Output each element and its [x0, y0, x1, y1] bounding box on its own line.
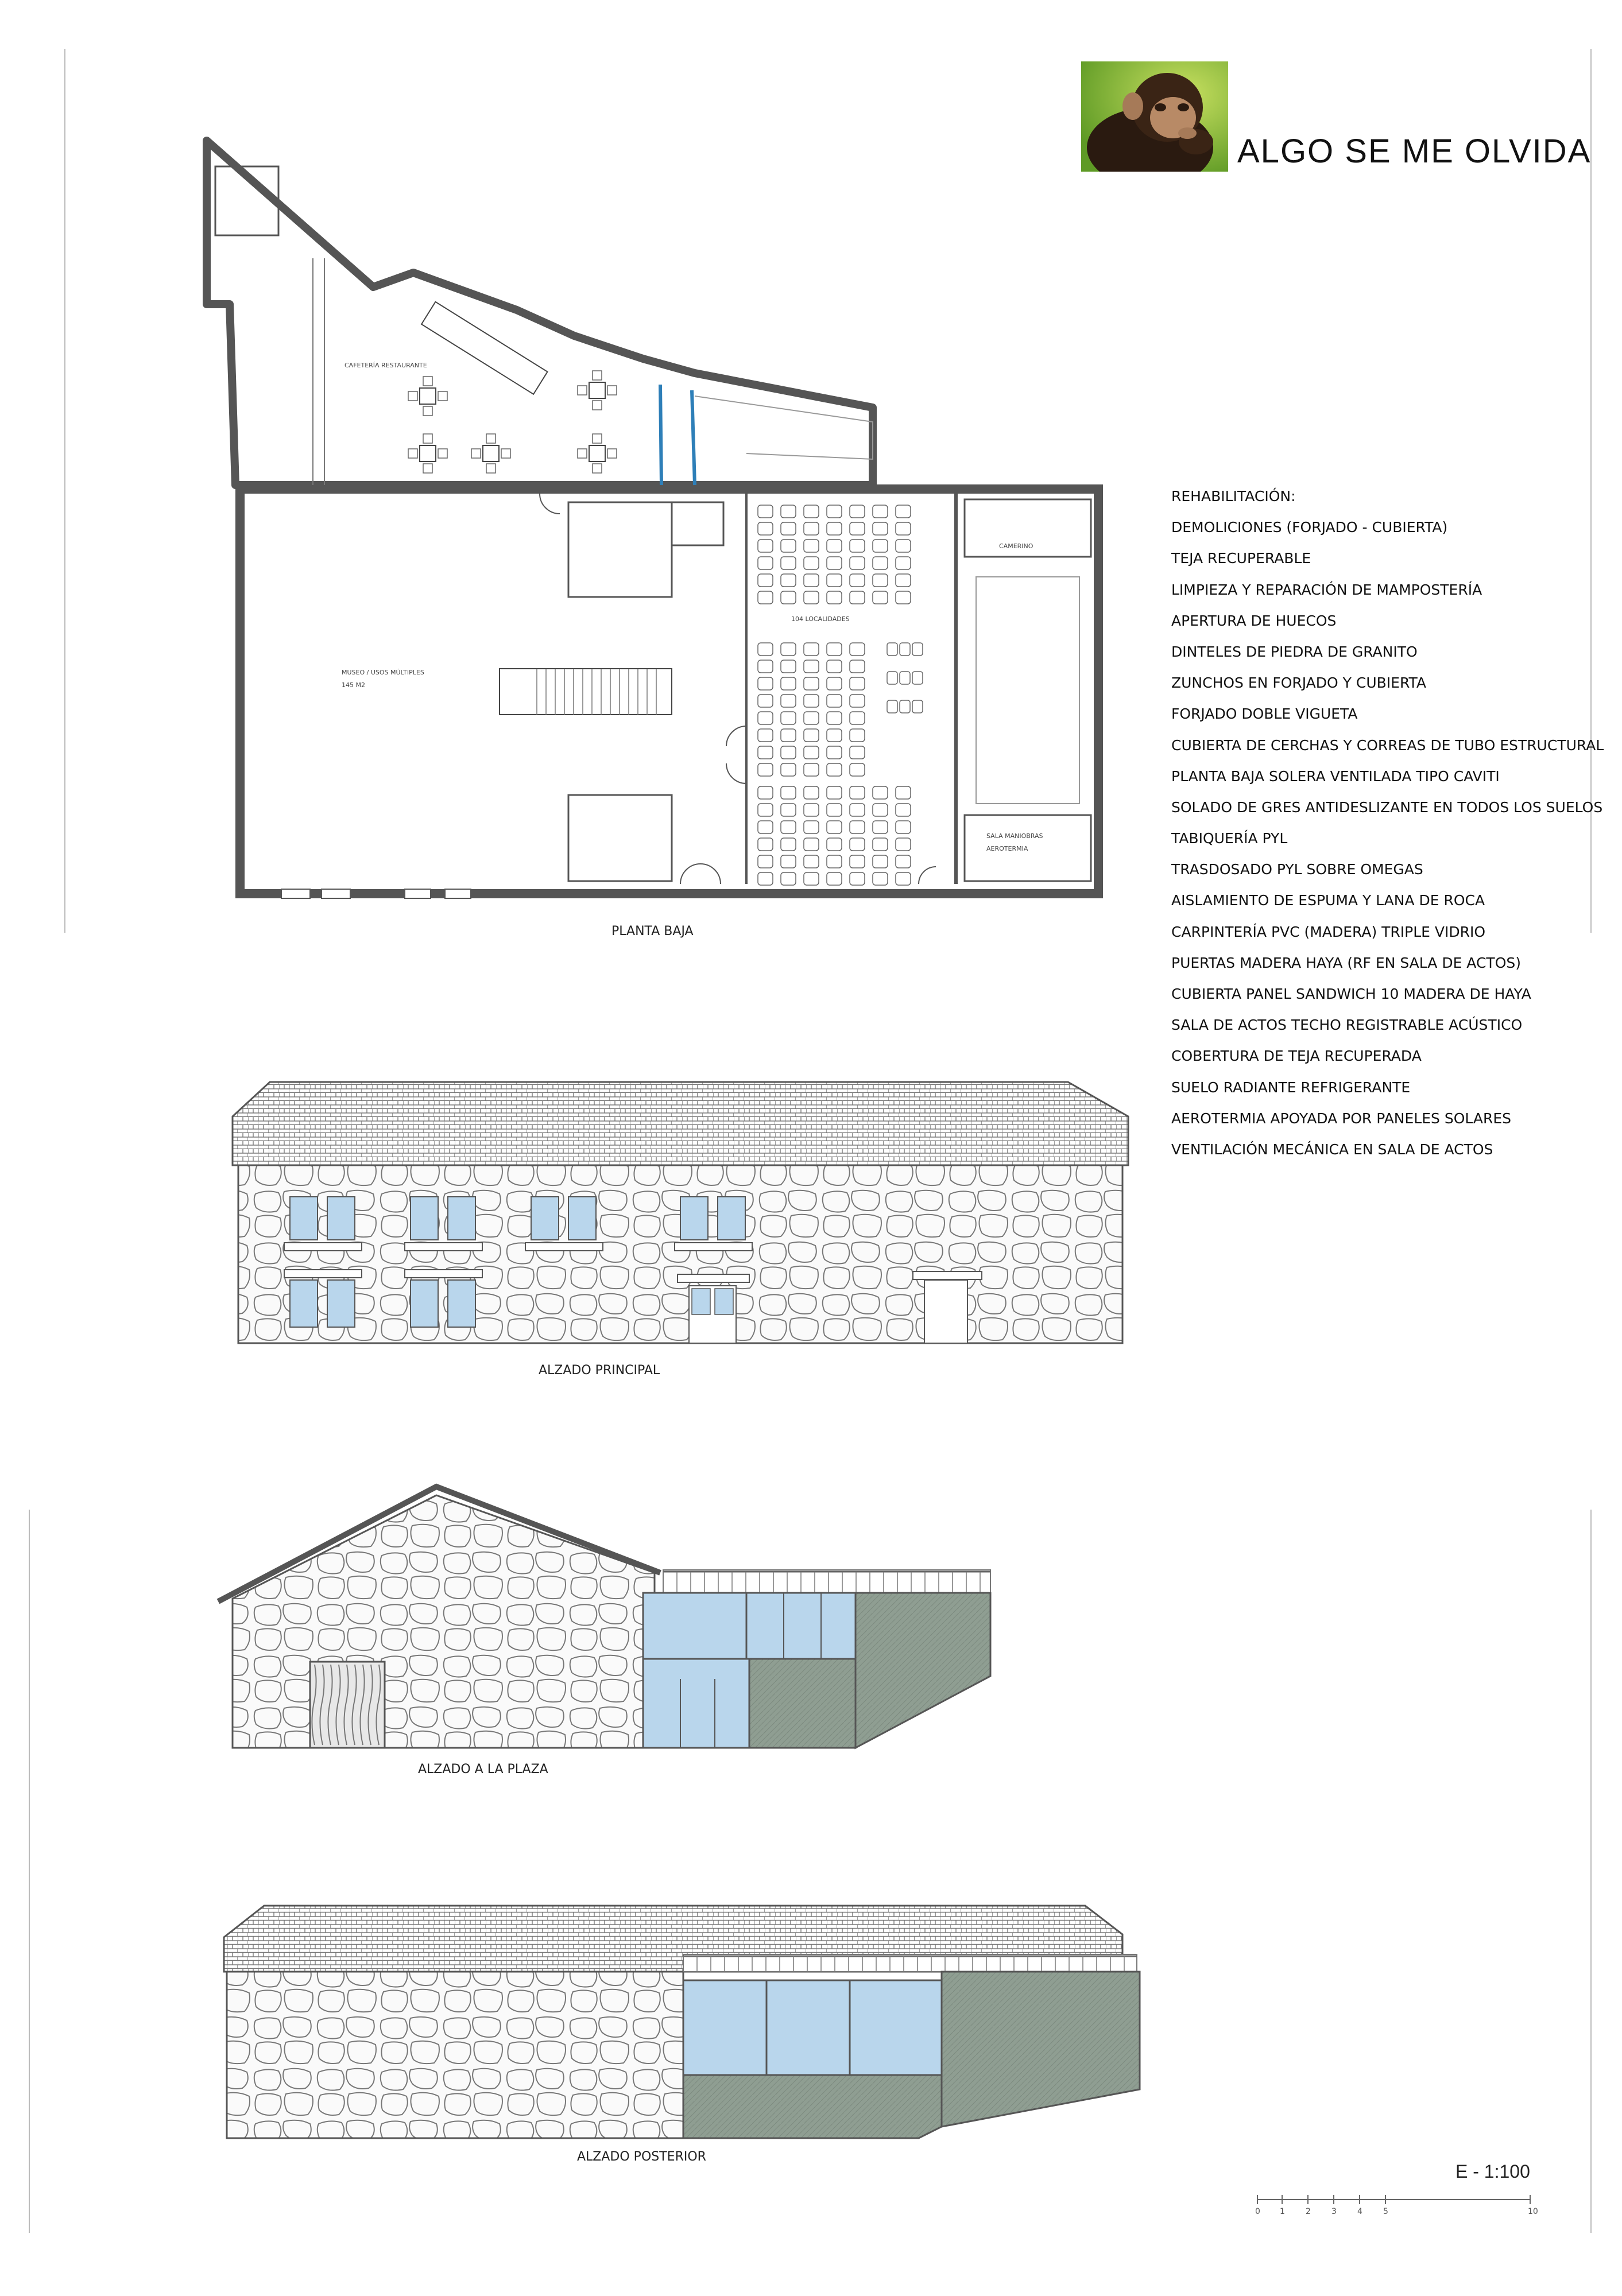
- seat: [827, 821, 842, 833]
- seat: [827, 522, 842, 535]
- seat: [850, 712, 865, 724]
- seat: [781, 872, 796, 885]
- seat: [804, 804, 819, 816]
- legend-item: PLANTA BAJA SOLERA VENTILADA TIPO CAVITI: [1171, 767, 1500, 785]
- seat: [887, 700, 897, 713]
- seat: [781, 557, 796, 569]
- seat: [781, 712, 796, 724]
- legend-item: TEJA RECUPERABLE: [1171, 550, 1311, 567]
- legend-item: AEROTERMIA APOYADA POR PANELES SOLARES: [1171, 1110, 1512, 1127]
- seat: [781, 838, 796, 851]
- seat: [873, 540, 888, 552]
- seat: [887, 672, 897, 684]
- seat: [781, 786, 796, 799]
- seat: [827, 505, 842, 518]
- legend-item: DINTELES DE PIEDRA DE GRANITO: [1171, 643, 1418, 660]
- seat: [758, 821, 773, 833]
- seat: [912, 700, 923, 713]
- seat: [781, 522, 796, 535]
- seat: [827, 838, 842, 851]
- main-elevation: [233, 1082, 1128, 1343]
- seat: [804, 695, 819, 707]
- seat: [850, 557, 865, 569]
- seat: [873, 505, 888, 518]
- caption-rear-elevation: ALZADO POSTERIOR: [577, 2150, 706, 2164]
- seat: [896, 838, 911, 851]
- seat: [758, 660, 773, 673]
- seat: [850, 574, 865, 587]
- label-aerothermal: AEROTERMIA: [986, 845, 1028, 852]
- seat: [873, 804, 888, 816]
- legend-item: DEMOLICIONES (FORJADO - CUBIERTA): [1171, 519, 1448, 536]
- seat: [758, 872, 773, 885]
- ground-floor-plan: [207, 141, 1098, 898]
- seat: [781, 804, 796, 816]
- seat: [827, 557, 842, 569]
- seat: [873, 574, 888, 587]
- plan-window: [405, 889, 431, 898]
- scale-tick-label: 3: [1331, 2207, 1337, 2216]
- scale-tick-label: 0: [1255, 2207, 1260, 2216]
- seat: [850, 660, 865, 673]
- scale-tick-label: 2: [1306, 2207, 1311, 2216]
- legend-item: CARPINTERÍA PVC (MADERA) TRIPLE VIDRIO: [1171, 923, 1486, 940]
- seat: [850, 855, 865, 868]
- seat: [827, 540, 842, 552]
- seat: [900, 643, 910, 656]
- seat: [781, 695, 796, 707]
- seat: [850, 729, 865, 742]
- legend-item: TRASDOSADO PYL SOBRE OMEGAS: [1171, 861, 1423, 878]
- seat: [896, 821, 911, 833]
- plan-window: [322, 889, 350, 898]
- label-museum-area: 145 M2: [342, 681, 365, 689]
- seat: [896, 540, 911, 552]
- seat: [850, 540, 865, 552]
- seat: [758, 677, 773, 690]
- seat: [758, 746, 773, 759]
- legend-item: PUERTAS MADERA HAYA (RF EN SALA DE ACTOS): [1171, 954, 1521, 971]
- seat: [873, 872, 888, 885]
- seat: [781, 746, 796, 759]
- seat: [827, 804, 842, 816]
- project-title: ALGO SE ME OLVIDA: [1237, 133, 1592, 170]
- seat: [781, 591, 796, 604]
- label-museum: MUSEO / USOS MÚLTIPLES: [342, 669, 424, 676]
- legend-item: CUBIERTA PANEL SANDWICH 10 MADERA DE HAYA: [1171, 986, 1531, 1002]
- seat: [887, 643, 897, 656]
- seat: [896, 574, 911, 587]
- seat: [873, 786, 888, 799]
- seat: [827, 591, 842, 604]
- seat: [850, 786, 865, 799]
- label-seats: 104 LOCALIDADES: [791, 615, 850, 623]
- label-maneuvers: SALA MANIOBRAS: [986, 832, 1043, 840]
- seat: [758, 695, 773, 707]
- legend-item: SUELO RADIANTE REFRIGERANTE: [1171, 1079, 1411, 1096]
- seat: [781, 763, 796, 776]
- seat: [804, 540, 819, 552]
- caption-plaza-elevation: ALZADO A LA PLAZA: [418, 1762, 548, 1777]
- seat: [758, 838, 773, 851]
- legend-item: CUBIERTA DE CERCHAS Y CORREAS DE TUBO ESTRUCTURAL: [1171, 736, 1604, 754]
- seat: [873, 557, 888, 569]
- window: [531, 1197, 559, 1240]
- seat: [827, 695, 842, 707]
- seat: [804, 677, 819, 690]
- window: [411, 1280, 438, 1327]
- seat: [758, 729, 773, 742]
- window: [327, 1280, 355, 1327]
- seat: [758, 557, 773, 569]
- caption-main-elevation: ALZADO PRINCIPAL: [539, 1363, 660, 1378]
- seat: [873, 591, 888, 604]
- legend-item: LIMPIEZA Y REPARACIÓN DE MAMPOSTERÍA: [1171, 581, 1482, 598]
- plaza-elevation: [218, 1487, 990, 1748]
- seat: [827, 872, 842, 885]
- legend-item: SOLADO DE GRES ANTIDESLIZANTE EN TODOS LOS SUELOS: [1171, 798, 1603, 816]
- label-cafeteria: CAFETERÍA RESTAURANTE: [344, 362, 427, 369]
- seat: [804, 763, 819, 776]
- scale-tick-label: 4: [1357, 2207, 1362, 2216]
- legend-item: AISLAMIENTO DE ESPUMA Y LANA DE ROCA: [1171, 892, 1485, 909]
- seat: [758, 643, 773, 656]
- seat: [804, 712, 819, 724]
- seat: [827, 746, 842, 759]
- seat: [850, 746, 865, 759]
- seat: [781, 660, 796, 673]
- legend-item: VENTILACIÓN MECÁNICA EN SALA DE ACTOS: [1171, 1141, 1493, 1158]
- seat: [850, 804, 865, 816]
- seat: [827, 729, 842, 742]
- rear-elevation: [224, 1906, 1140, 2138]
- label-dressing: CAMERINO: [999, 542, 1033, 550]
- plan-window: [445, 889, 471, 898]
- seat: [850, 677, 865, 690]
- seat: [827, 574, 842, 587]
- seat: [827, 763, 842, 776]
- seat: [873, 821, 888, 833]
- legend-item: APERTURA DE HUECOS: [1171, 612, 1337, 629]
- seat: [896, 557, 911, 569]
- seat: [850, 522, 865, 535]
- seat: [781, 855, 796, 868]
- seat: [804, 522, 819, 535]
- seat: [804, 786, 819, 799]
- seat: [850, 838, 865, 851]
- seat: [781, 505, 796, 518]
- legend-item: FORJADO DOBLE VIGUETA: [1171, 705, 1358, 723]
- scale-tick-label: 5: [1383, 2207, 1388, 2216]
- window: [411, 1197, 438, 1240]
- seat: [827, 677, 842, 690]
- seat: [804, 660, 819, 673]
- seat: [896, 855, 911, 868]
- seat: [900, 700, 910, 713]
- legend-item: COBERTURA DE TEJA RECUPERADA: [1171, 1048, 1422, 1065]
- seat: [850, 821, 865, 833]
- legend-title: REHABILITACIÓN:: [1171, 488, 1296, 505]
- seat: [804, 821, 819, 833]
- seat: [804, 746, 819, 759]
- seat: [827, 660, 842, 673]
- seat: [804, 838, 819, 851]
- seat: [850, 643, 865, 656]
- legend-item: TABIQUERÍA PYL: [1171, 830, 1288, 847]
- window: [290, 1197, 318, 1240]
- seat: [758, 522, 773, 535]
- seat: [758, 591, 773, 604]
- window: [290, 1280, 318, 1327]
- graphic-scale-bar: [1257, 2195, 1530, 2204]
- seat: [827, 855, 842, 868]
- seat: [781, 677, 796, 690]
- seat: [804, 855, 819, 868]
- seat: [804, 557, 819, 569]
- seat: [873, 838, 888, 851]
- scale-tick-label: 10: [1528, 2207, 1538, 2216]
- seat: [758, 786, 773, 799]
- seat: [896, 872, 911, 885]
- seat: [758, 505, 773, 518]
- seat: [804, 505, 819, 518]
- scale-label: E - 1:100: [1455, 2161, 1530, 2182]
- seat: [781, 540, 796, 552]
- seat: [896, 522, 911, 535]
- window: [327, 1197, 355, 1240]
- seat: [804, 729, 819, 742]
- side-door: [924, 1280, 967, 1343]
- seat: [850, 505, 865, 518]
- seat: [804, 872, 819, 885]
- seat: [873, 855, 888, 868]
- seat: [896, 505, 911, 518]
- seat: [758, 763, 773, 776]
- seat: [804, 574, 819, 587]
- window: [680, 1197, 708, 1240]
- seat: [912, 672, 923, 684]
- seat: [896, 786, 911, 799]
- window: [718, 1197, 745, 1240]
- seat: [758, 712, 773, 724]
- seat: [850, 872, 865, 885]
- seat: [873, 522, 888, 535]
- seat: [900, 672, 910, 684]
- seat: [781, 821, 796, 833]
- seat: [758, 540, 773, 552]
- cafeteria-walls: [207, 141, 873, 485]
- legend-item: ZUNCHOS EN FORJADO Y CUBIERTA: [1171, 674, 1426, 692]
- seat: [781, 643, 796, 656]
- window: [568, 1197, 596, 1240]
- seat: [804, 643, 819, 656]
- seat: [850, 591, 865, 604]
- seat: [827, 643, 842, 656]
- seat: [758, 804, 773, 816]
- legend-item: SALA DE ACTOS TECHO REGISTRABLE ACÚSTICO: [1171, 1017, 1523, 1034]
- window: [448, 1197, 475, 1240]
- seat: [758, 855, 773, 868]
- seat: [850, 763, 865, 776]
- caption-plan: PLANTA BAJA: [611, 924, 694, 938]
- seat: [758, 574, 773, 587]
- seat: [912, 643, 923, 656]
- seat: [781, 729, 796, 742]
- seat: [827, 786, 842, 799]
- seat: [896, 804, 911, 816]
- seat: [896, 591, 911, 604]
- seat: [827, 712, 842, 724]
- seat: [850, 695, 865, 707]
- plan-window: [281, 889, 310, 898]
- seat: [804, 591, 819, 604]
- seat: [781, 574, 796, 587]
- scale-tick-label: 1: [1280, 2207, 1285, 2216]
- main-hall-walls: [240, 489, 1098, 894]
- window: [448, 1280, 475, 1327]
